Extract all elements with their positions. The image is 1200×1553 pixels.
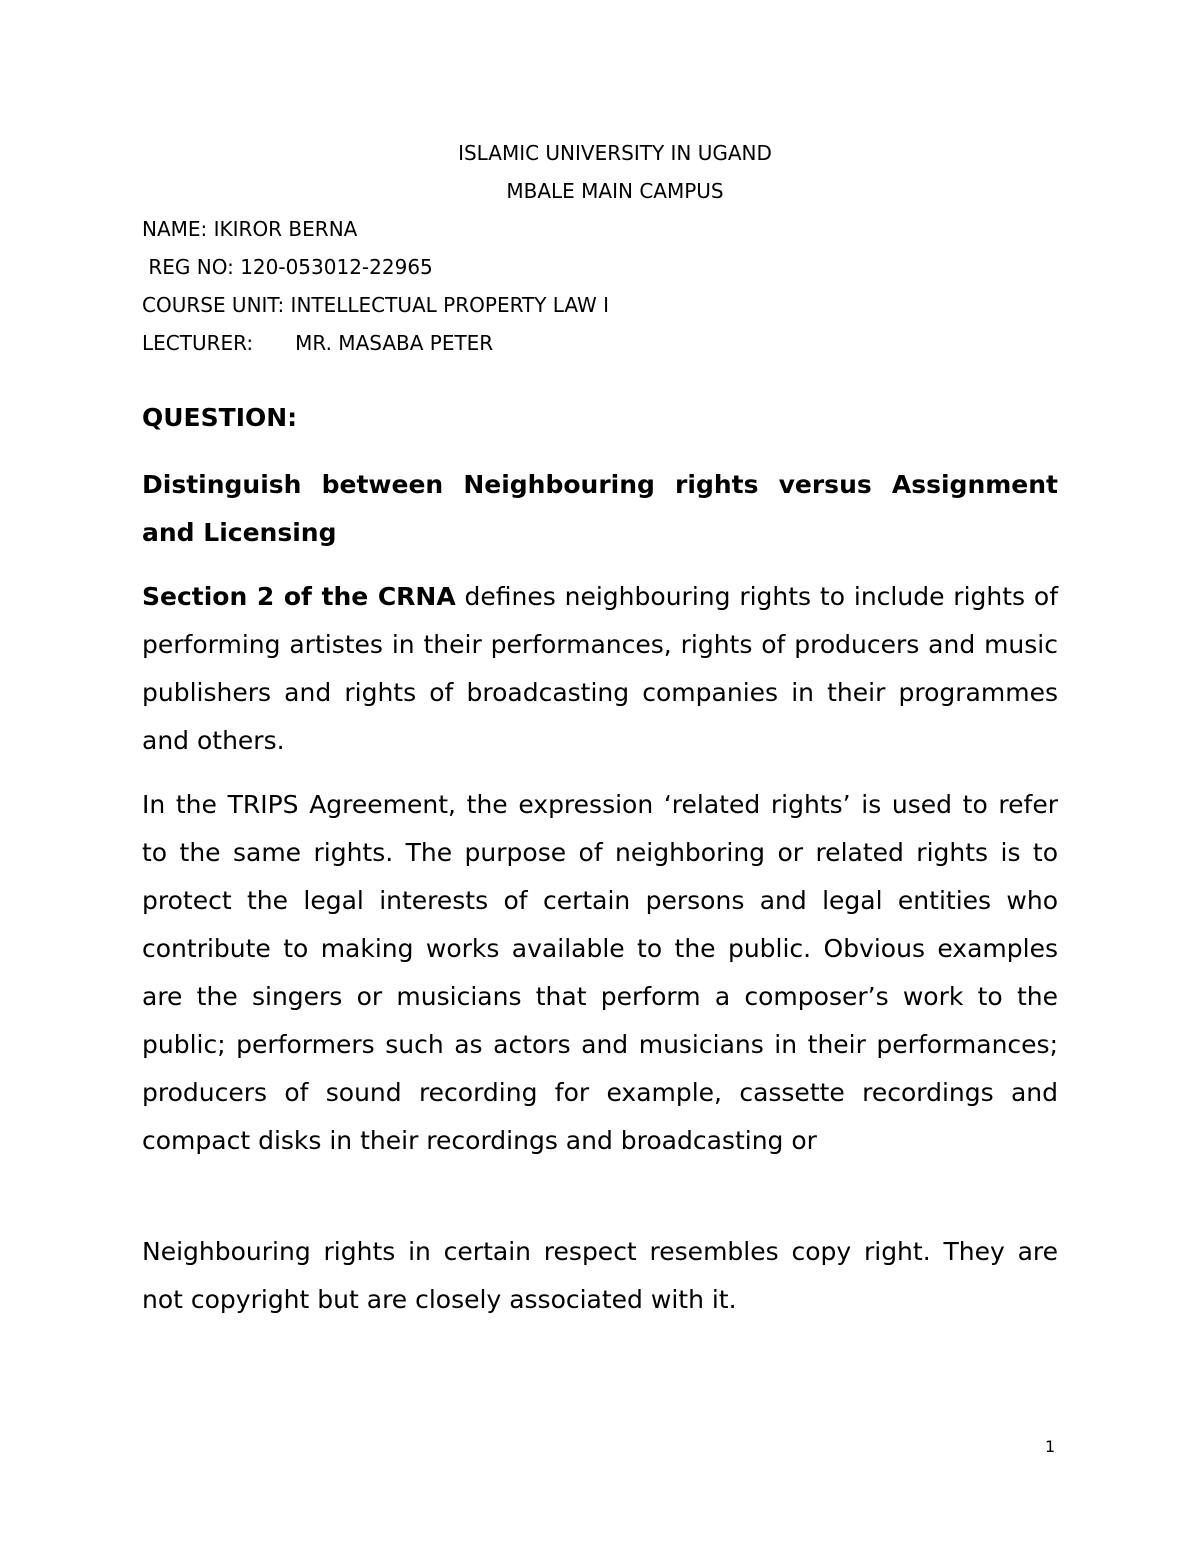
student-name: NAME: IKIROR BERNA [142,217,358,241]
paragraph-2: In the TRIPS Agreement, the expression ‘related rights’ is used to refer to the same rights. The purpose of neighboring or related rights is to protect the legal interests of certain persons and legal entities who contribute to making works available to the public. Obvious examples are the singers or musicians that perform a composer’s work to the public; performers such as actors and musicians in their performances; producers of sound recording for example, cassette recordings and compact disks in their recordings and broadcasting or [142,790,1058,1155]
header-block [142,134,1058,362]
question-label: QUESTION: [142,403,298,432]
university-name: ISLAMIC UNIVERSITY IN UGAND [458,141,772,165]
registration-number: REG NO: 120-053012-22965 [142,255,433,279]
campus-name: MBALE MAIN CAMPUS [506,179,724,203]
paragraph-1 [142,573,1058,765]
paragraph-1-bold: Section 2 of the CRNA [142,582,456,611]
paragraph-3: Neighbouring rights in certain respect resembles copy right. They are not copyright but are closely associated with it. [142,1237,1058,1314]
paragraph-1-text: defines neighbouring rights to include rights of performing artistes in their performances, rights of producers and music publishers and rights of broadcasting companies in their programmes and others. [142,582,1058,755]
course-unit: COURSE UNIT: INTELLECTUAL PROPERTY LAW I [142,293,610,317]
page-number: 1 [1045,1437,1056,1456]
lecturer-line [142,324,1058,362]
lecturer-name: MR. MASABA PETER [295,331,494,355]
question-text: Distinguish between Neighbouring rights versus Assignment and Licensing [142,470,1058,547]
lecturer-label: LECTURER: [142,331,254,355]
